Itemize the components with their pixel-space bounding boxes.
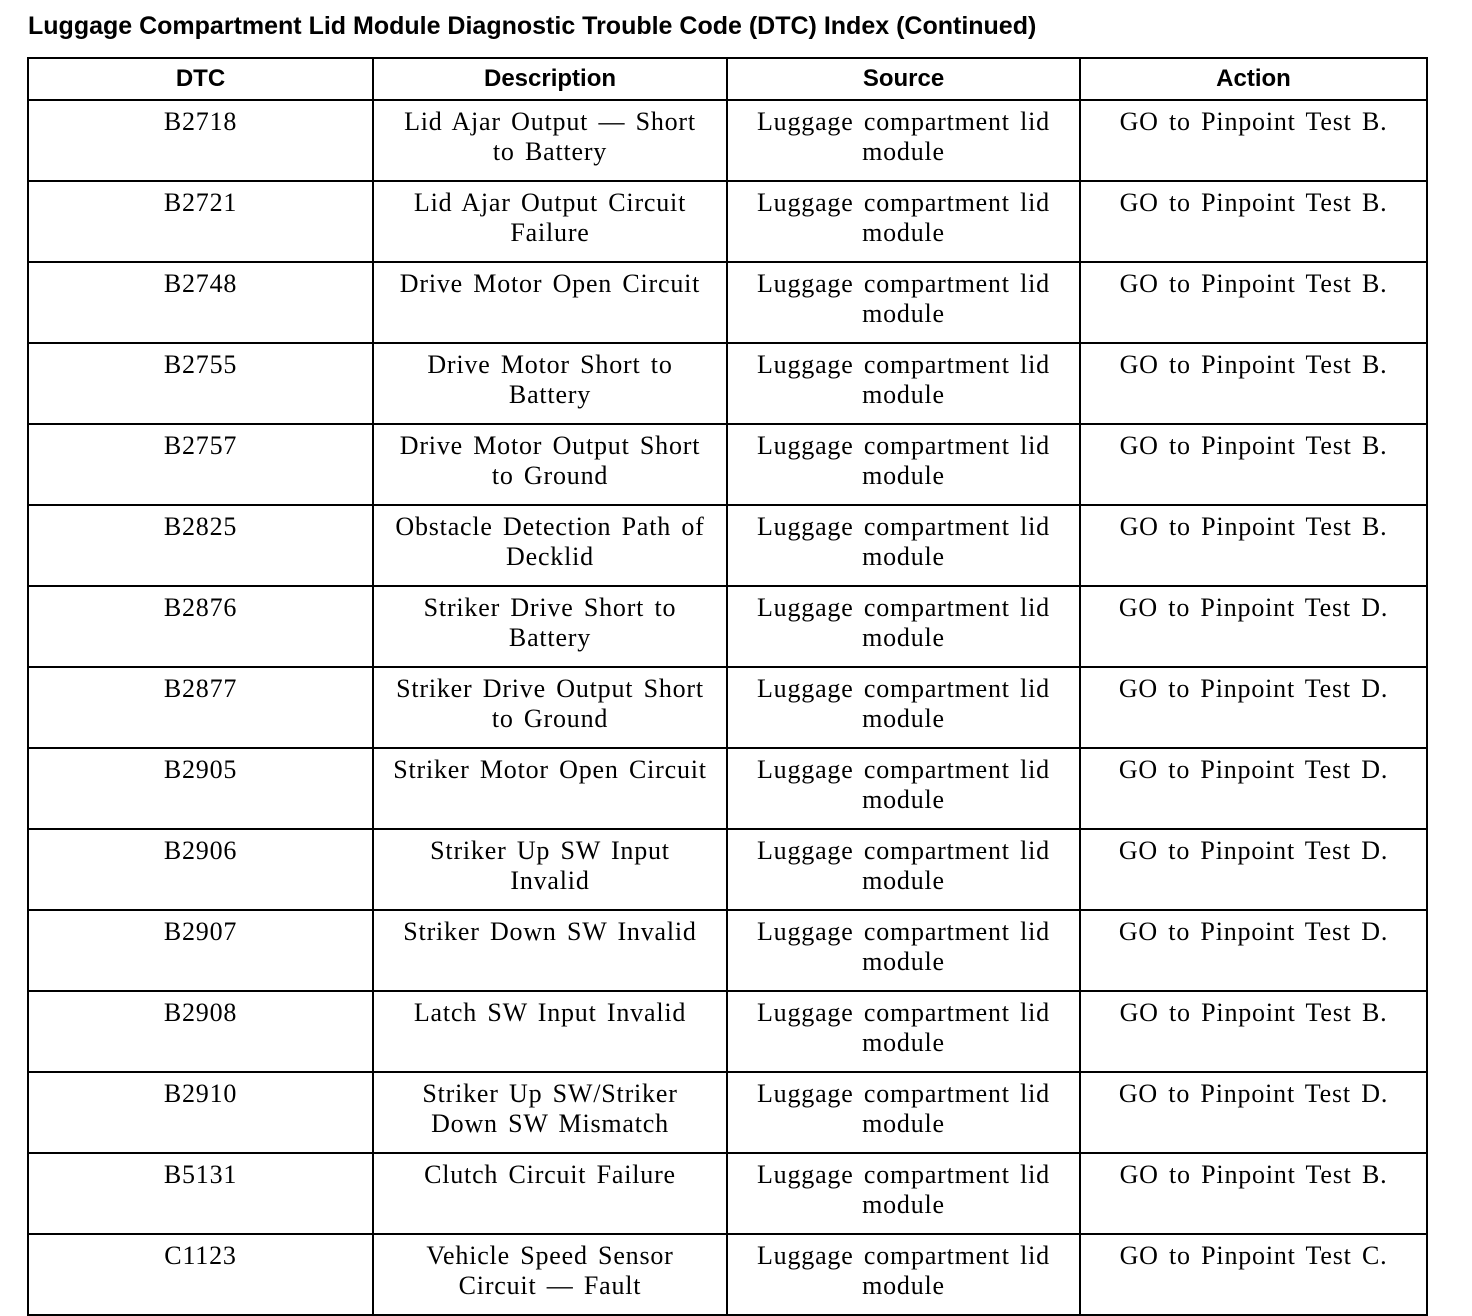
action-cell: GO to Pinpoint Test C.: [1080, 1234, 1427, 1315]
table-row: [28, 829, 1427, 910]
source-cell: Luggage compartment lid module: [727, 1153, 1080, 1234]
dtc-index-table: [27, 57, 1428, 1316]
table-row: [28, 505, 1427, 586]
description-cell: Clutch Circuit Failure: [373, 1153, 727, 1234]
source-cell: Luggage compartment lid module: [727, 181, 1080, 262]
source-cell: Luggage compartment lid module: [727, 343, 1080, 424]
dtc-code-cell: B2907: [28, 910, 373, 991]
table-row: [28, 991, 1427, 1072]
source-cell: Luggage compartment lid module: [727, 1072, 1080, 1153]
dtc-code-cell: B2876: [28, 586, 373, 667]
source-cell: Luggage compartment lid module: [727, 991, 1080, 1072]
source-cell: Luggage compartment lid module: [727, 1234, 1080, 1315]
column-header-description: Description: [373, 58, 727, 100]
dtc-code-cell: B2906: [28, 829, 373, 910]
column-header-action: Action: [1080, 58, 1427, 100]
column-header-dtc: DTC: [28, 58, 373, 100]
description-cell: Lid Ajar Output Circuit Failure: [373, 181, 727, 262]
table-row: [28, 262, 1427, 343]
dtc-code-cell: B2908: [28, 991, 373, 1072]
dtc-code-cell: C1123: [28, 1234, 373, 1315]
dtc-code-cell: B2910: [28, 1072, 373, 1153]
source-cell: Luggage compartment lid module: [727, 829, 1080, 910]
source-cell: Luggage compartment lid module: [727, 424, 1080, 505]
dtc-code-cell: B2721: [28, 181, 373, 262]
action-cell: GO to Pinpoint Test B.: [1080, 991, 1427, 1072]
table-row: [28, 343, 1427, 424]
column-header-source: Source: [727, 58, 1080, 100]
dtc-code-cell: B2825: [28, 505, 373, 586]
description-cell: Striker Down SW Invalid: [373, 910, 727, 991]
table-row: [28, 1153, 1427, 1234]
description-cell: Drive Motor Open Circuit: [373, 262, 727, 343]
action-cell: GO to Pinpoint Test B.: [1080, 262, 1427, 343]
description-cell: Lid Ajar Output — Short to Battery: [373, 100, 727, 181]
dtc-code-cell: B2905: [28, 748, 373, 829]
description-cell: Obstacle Detection Path of Decklid: [373, 505, 727, 586]
source-cell: Luggage compartment lid module: [727, 586, 1080, 667]
table-row: [28, 181, 1427, 262]
source-cell: Luggage compartment lid module: [727, 910, 1080, 991]
action-cell: GO to Pinpoint Test B.: [1080, 424, 1427, 505]
description-cell: Latch SW Input Invalid: [373, 991, 727, 1072]
description-cell: Striker Up SW Input Invalid: [373, 829, 727, 910]
description-cell: Vehicle Speed Sensor Circuit — Fault: [373, 1234, 727, 1315]
action-cell: GO to Pinpoint Test D.: [1080, 586, 1427, 667]
dtc-code-cell: B2877: [28, 667, 373, 748]
description-cell: Striker Drive Output Short to Ground: [373, 667, 727, 748]
description-cell: Striker Motor Open Circuit: [373, 748, 727, 829]
description-cell: Drive Motor Short to Battery: [373, 343, 727, 424]
source-cell: Luggage compartment lid module: [727, 748, 1080, 829]
dtc-code-cell: B2755: [28, 343, 373, 424]
action-cell: GO to Pinpoint Test B.: [1080, 1153, 1427, 1234]
dtc-code-cell: B2757: [28, 424, 373, 505]
page-title: Luggage Compartment Lid Module Diagnostic Trouble Code (DTC) Index (Continued): [28, 12, 1037, 40]
action-cell: GO to Pinpoint Test B.: [1080, 181, 1427, 262]
table-row: [28, 667, 1427, 748]
table-row: [28, 1234, 1427, 1315]
action-cell: GO to Pinpoint Test D.: [1080, 910, 1427, 991]
action-cell: GO to Pinpoint Test D.: [1080, 1072, 1427, 1153]
source-cell: Luggage compartment lid module: [727, 100, 1080, 181]
table-row: [28, 910, 1427, 991]
action-cell: GO to Pinpoint Test B.: [1080, 343, 1427, 424]
header-row: [28, 58, 1427, 100]
table-row: [28, 100, 1427, 181]
description-cell: Striker Drive Short to Battery: [373, 586, 727, 667]
table-row: [28, 748, 1427, 829]
source-cell: Luggage compartment lid module: [727, 262, 1080, 343]
dtc-code-cell: B2748: [28, 262, 373, 343]
source-cell: Luggage compartment lid module: [727, 667, 1080, 748]
description-cell: Striker Up SW/Striker Down SW Mismatch: [373, 1072, 727, 1153]
dtc-code-cell: B5131: [28, 1153, 373, 1234]
action-cell: GO to Pinpoint Test D.: [1080, 748, 1427, 829]
table-row: [28, 424, 1427, 505]
description-cell: Drive Motor Output Short to Ground: [373, 424, 727, 505]
action-cell: GO to Pinpoint Test D.: [1080, 667, 1427, 748]
table-row: [28, 586, 1427, 667]
dtc-code-cell: B2718: [28, 100, 373, 181]
source-cell: Luggage compartment lid module: [727, 505, 1080, 586]
table-row: [28, 1072, 1427, 1153]
action-cell: GO to Pinpoint Test B.: [1080, 100, 1427, 181]
action-cell: GO to Pinpoint Test B.: [1080, 505, 1427, 586]
action-cell: GO to Pinpoint Test D.: [1080, 829, 1427, 910]
